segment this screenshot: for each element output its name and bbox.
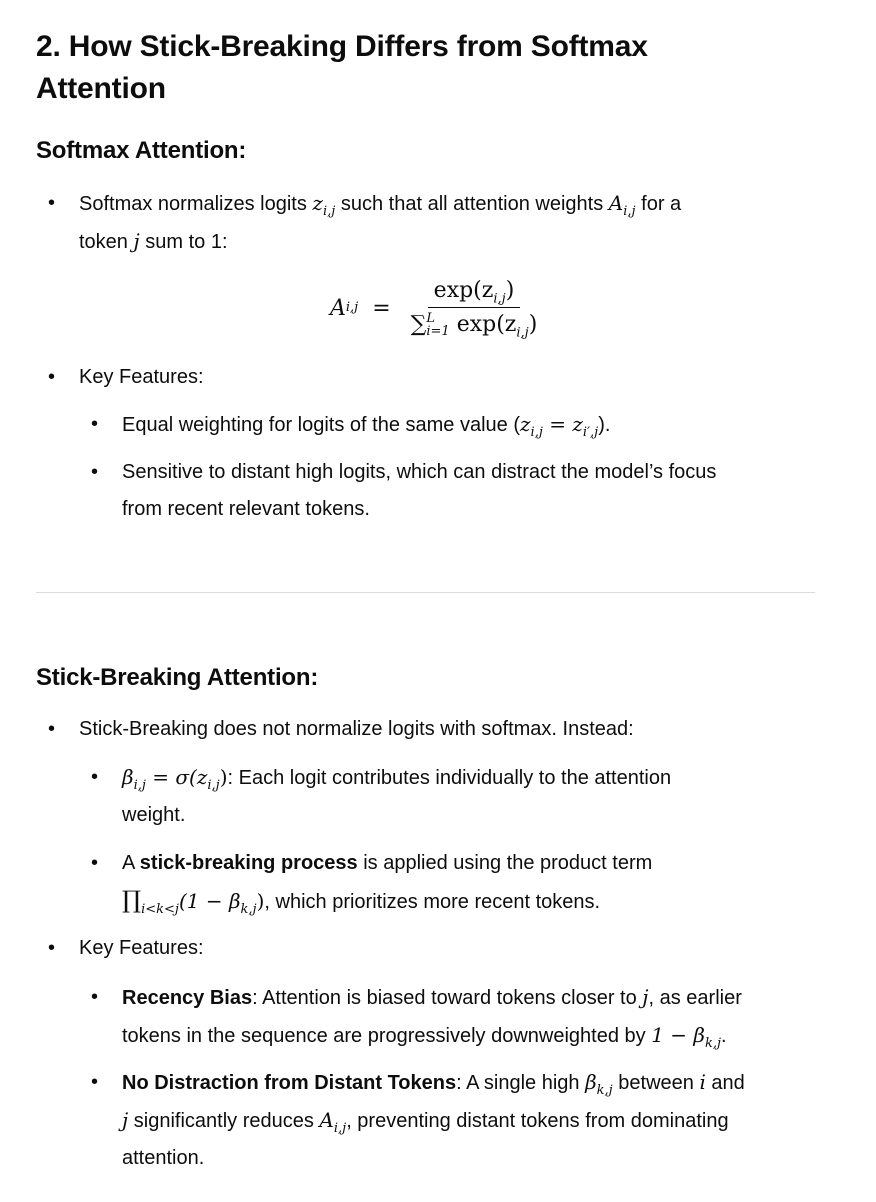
bullet-dot: • [48,366,56,388]
stick-sub-1 [122,759,812,834]
bullet-dot: • [48,718,56,740]
bold-text: No Distraction from Distant Tokens [122,1072,457,1094]
math-sub: i<k<j [141,902,179,917]
stick-bullet-1: Stick-Breaking does not normalize logits with softmax. Instead: [79,718,634,740]
text: , preventing distant tokens from dominating [346,1110,729,1132]
bullet-dot: • [91,852,99,874]
text: ) [505,278,515,303]
math-sub: i,j [333,1121,347,1136]
text: between [612,1072,700,1094]
sum-symbol: ∑ [410,312,427,337]
text: . [721,1025,727,1047]
math-sub: k,j [596,1083,613,1098]
sup: L [426,311,436,326]
text: exp(z [456,312,517,337]
math-j: j [642,985,649,1009]
math-j: j [133,229,140,253]
numerator [428,278,521,308]
limits [426,312,449,338]
bullet-dot: • [91,413,99,435]
math-sub: i,j [322,204,336,219]
text: ) [528,312,538,337]
stick-sub-2 [122,845,812,921]
denominator [405,308,544,341]
math-A: A [608,191,624,215]
math-beta: β [585,1070,597,1094]
bullet-dot: • [91,766,99,788]
text: , as earlier [648,987,742,1009]
softmax-feature-1 [122,406,812,444]
bold-text: Recency Bias [122,987,253,1009]
fraction [405,278,544,341]
math-sub: i,j [207,778,220,793]
text: Equal weighting for logits of the same value ( [122,414,520,436]
text: Softmax normalizes logits [79,193,313,215]
math-sigma: = σ(z [145,765,208,789]
text: ). [598,414,611,436]
text: and [705,1072,745,1094]
stick-key-features: Key Features: [79,937,204,959]
bullet-dot: • [48,937,56,959]
text: is applied using the product term [357,852,653,874]
bullet-dot: • [91,461,99,483]
equals: = [372,295,391,321]
text: weight. [122,804,186,826]
softmax-bullet-1 [79,185,809,261]
text: such that all attention weights [335,193,609,215]
math-expr: 1 − β [651,1023,705,1047]
text: for a [635,193,682,215]
math-A: A [319,1108,334,1132]
math-i: i [699,1070,706,1094]
text: tokens in the sequence are progressively downweighted by [122,1025,652,1047]
math-z: z [312,191,323,215]
text: , which prioritizes more recent tokens. [264,891,601,913]
sub: i=1 [426,324,450,339]
math-sub: i,j [516,325,529,341]
math-sub: i,j [623,204,636,219]
stick-feature-2 [122,1064,822,1177]
section-title: 2. How Stick-Breaking Differs from Softmax Attention [36,30,648,105]
softmax-heading: Softmax Attention: [36,137,247,164]
math-beta: β [122,765,134,789]
text: : Each logit contributes individually to the attention [227,767,672,789]
bullet-dot: • [48,192,56,214]
divider [36,592,815,593]
text: exp(z [433,278,494,303]
text: A [122,852,140,874]
bold-text: stick-breaking process [139,852,358,874]
text: ) [219,765,228,789]
math-sub: k,j [704,1036,722,1051]
math-A: A [330,295,346,321]
stick-heading: Stick-Breaking Attention: [36,664,319,691]
text: : A single high [456,1072,586,1094]
text: : Attention is biased toward tokens closer to [252,987,643,1009]
math-z: z [520,412,531,436]
math-sub: i,j [530,425,543,440]
math-sub: k,j [240,902,257,917]
text: from recent relevant tokens. [122,498,370,520]
softmax-equation: A i,j = $\exp(z_{i,j})$ ∑ L i=1 $\exp(z_{i,j})$ [330,278,543,338]
bullet-dot: • [91,1071,99,1093]
math-sub: i,j [133,778,146,793]
equals: = [542,412,573,436]
text: attention. [122,1147,205,1169]
text: ) [256,889,265,913]
text: significantly reduces [128,1110,320,1132]
text: sum to 1: [139,231,228,253]
math-sub: i,j [493,291,506,307]
softmax-key-features: Key Features: [79,366,204,388]
text: token [79,231,134,253]
softmax-feature-2 [122,454,822,528]
math-expr: (1 − β [178,889,241,913]
stick-feature-1 [122,979,822,1055]
bullet-dot: • [91,986,99,1008]
product-symbol: ∏ [122,886,142,914]
math-sub: i′,j [582,425,599,440]
text: Sensitive to distant high logits, which can distract the model’s focus [122,461,717,483]
math-j: j [122,1108,129,1132]
math-z: z [572,412,583,436]
